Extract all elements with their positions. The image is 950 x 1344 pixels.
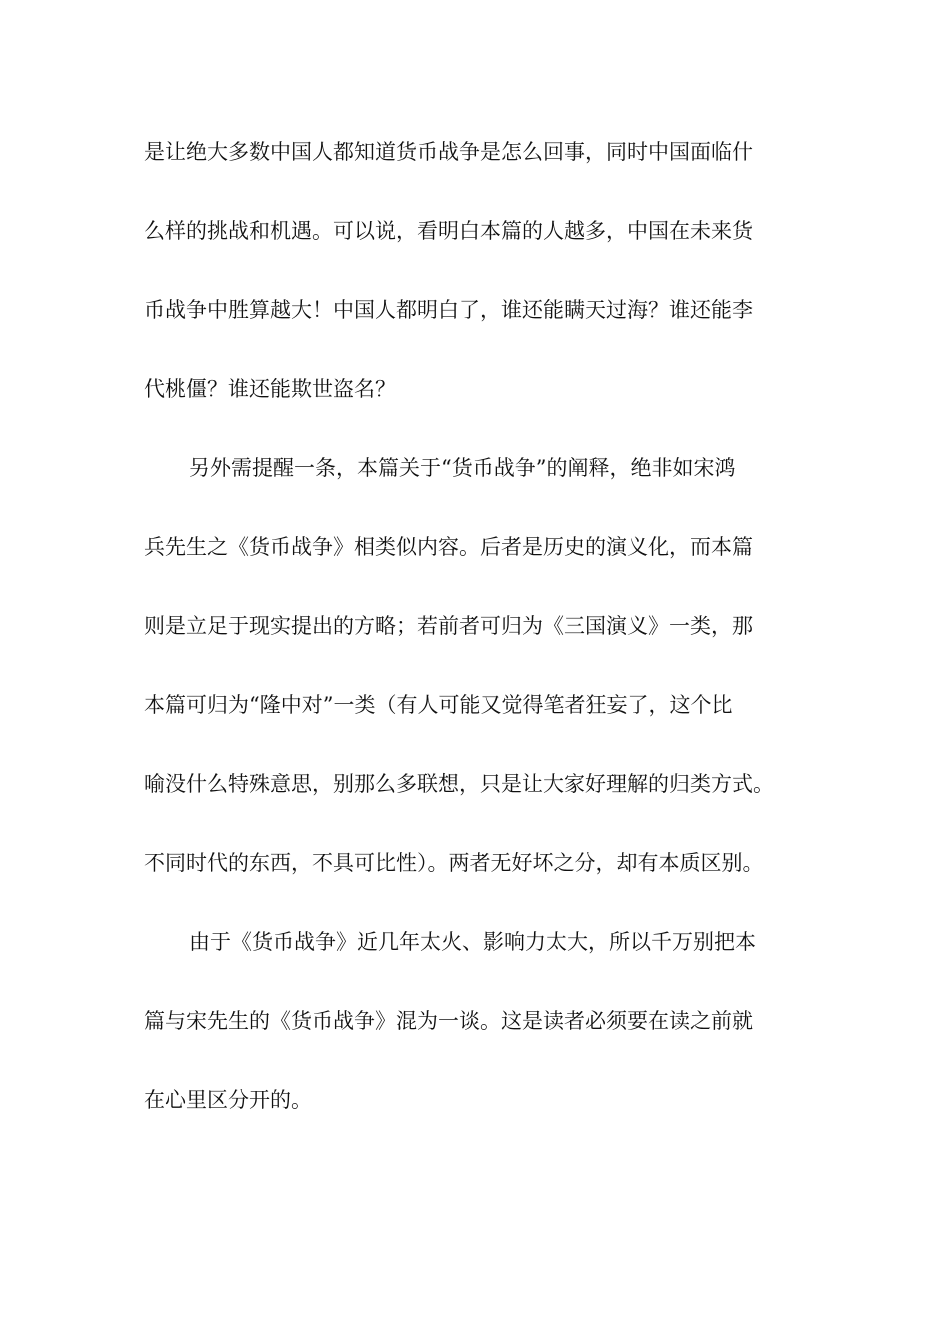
paragraph-first-line: 另外需提醒一条，本篇关于“货币战争”的阐释，绝非如宋鸿 [189,456,736,480]
text-line: 是让绝大多数中国人都知道货币战争是怎么回事，同时中国面临什 [144,140,753,164]
text-line: 不同时代的东西，不具可比性）。两者无好坏之分，却有本质区别。 [144,851,764,875]
text-line: 么样的挑战和机遇。可以说，看明白本篇的人越多，中国在未来货 [144,219,753,243]
text-line: 则是立足于现实提出的方略；若前者可归为《三国演义》一类，那 [144,614,753,638]
paragraph-first-line: 由于《货币战争》近几年太火、影响力太大，所以千万别把本 [189,930,756,954]
text-line: 币战争中胜算越大！中国人都明白了，谁还能瞒天过海？谁还能李 [144,298,753,322]
text-line: 本篇可归为“隆中对”一类（有人可能又觉得笔者狂妄了，这个比 [144,693,733,717]
text-line: 兵先生之《货币战争》相类似内容。后者是历史的演义化，而本篇 [144,535,753,559]
text-line: 篇与宋先生的《货币战争》混为一谈。这是读者必须要在读之前就 [144,1009,753,1033]
text-line: 喻没什么特殊意思，别那么多联想，只是让大家好理解的归类方式。 [144,772,774,796]
text-line: 代桃僵？谁还能欺世盗名？ [144,377,396,401]
text-line: 在心里区分开的。 [144,1088,312,1112]
